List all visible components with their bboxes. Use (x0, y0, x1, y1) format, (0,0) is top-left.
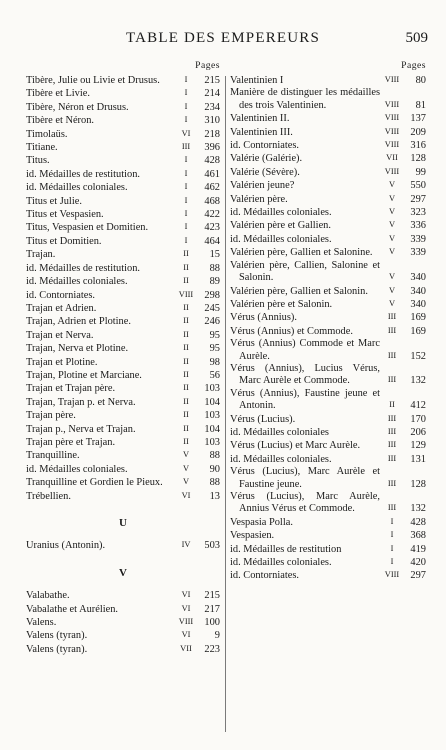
page-header (0, 30, 446, 50)
entry-volume: I (184, 155, 188, 165)
entry-name: Vérus (Annius). (230, 312, 297, 324)
entry-name: Trajan et Trajan père. (26, 383, 116, 395)
entry-volume: II (183, 329, 189, 339)
entry-volume: II (183, 262, 189, 272)
entry-volume: III (387, 350, 397, 360)
index-entry (26, 315, 220, 328)
index-entry (230, 206, 426, 219)
entry-volume: V (388, 285, 396, 295)
entry-name: Valens (tyran). (26, 630, 88, 642)
entry-page: 98 (209, 356, 220, 368)
entry-page: 298 (204, 289, 220, 301)
entry-name: id. Médailles coloniales. (230, 207, 332, 219)
entry-name: Trajan, Adrien et Plotine. (26, 316, 131, 328)
entry-volume: II (183, 410, 189, 420)
entry-list (230, 74, 426, 583)
entry-volume: III (387, 312, 397, 322)
entry-name: Trajan. (26, 249, 56, 261)
entry-volume: III (387, 426, 397, 436)
left-column (26, 60, 220, 656)
entry-name: id. Médailles coloniales. (230, 233, 332, 245)
index-entry (230, 453, 426, 466)
entry-volume: I (184, 209, 188, 219)
index-entry (26, 356, 220, 369)
index-entry (26, 114, 220, 127)
entry-volume: I (390, 530, 394, 540)
entry-page: 15 (209, 249, 220, 261)
entry-name: id. Contorniates. (230, 140, 299, 152)
entry-name: Titus. (26, 155, 50, 167)
entry-name: id. Médailles coloniales (230, 426, 329, 438)
entry-page: 90 (209, 463, 220, 475)
entry-volume: III (387, 503, 397, 513)
entry-page: 214 (204, 88, 220, 100)
entry-name: id. Médailles coloniales. (230, 557, 332, 569)
entry-volume: I (184, 115, 188, 125)
index-entry (230, 139, 426, 152)
entry-name: Valens. (26, 617, 57, 629)
index-entry (230, 298, 426, 311)
entry-name: Titus, Vespasien et Domitien. (26, 222, 149, 234)
entry-name: Vérus (Annius) Commode et Marc Aurèle. (230, 338, 380, 362)
entry-volume: I (184, 101, 188, 111)
entry-name: Uranius (Antonin). (26, 540, 106, 552)
entry-volume: VIII (384, 99, 400, 109)
entry-name: Vérus (Annius), Lucius Vérus, Marc Aurèle et Commode. (230, 362, 380, 387)
index-entry (230, 87, 426, 112)
entry-name: id. Médailles de restitution (230, 543, 342, 555)
entry-volume: I (184, 235, 188, 245)
entry-page: 462 (204, 182, 220, 194)
index-entry (26, 436, 220, 449)
entry-page: 137 (410, 113, 426, 125)
index-entry (26, 168, 220, 181)
entry-name: id. Contorniates. (26, 289, 95, 301)
entry-volume: II (183, 369, 189, 379)
entry-volume: VIII (178, 289, 194, 299)
entry-name: Trajan et Adrien. (26, 302, 97, 314)
entry-name: id. Médailles coloniales. (26, 463, 128, 475)
index-entry (26, 302, 220, 315)
entry-name: Vespasien. (230, 530, 275, 542)
entry-name: Valérie (Galérie). (230, 153, 303, 165)
section-heading: U (119, 517, 127, 529)
entry-name: Tranquilline. (26, 450, 80, 462)
entry-name: Trajan et Nerva. (26, 329, 94, 341)
entry-volume: V (388, 272, 396, 282)
index-entry (26, 643, 220, 656)
entry-page: 468 (204, 195, 220, 207)
entry-volume: II (183, 343, 189, 353)
entry-page: 428 (204, 155, 220, 167)
entry-volume: II (183, 276, 189, 286)
entry-name: Trajan père. (26, 410, 76, 422)
index-entry (230, 556, 426, 569)
entry-page: 420 (410, 557, 426, 569)
index-entry (26, 539, 220, 552)
entry-volume: VI (181, 630, 191, 640)
index-entry (230, 233, 426, 246)
pages-column-header (230, 60, 426, 74)
entry-page: 336 (410, 220, 426, 232)
entry-name: id. Médailles de restitution. (26, 262, 140, 274)
entry-name: id. Médailles coloniales. (26, 276, 128, 288)
index-entry (26, 589, 220, 602)
entry-page: 152 (410, 350, 426, 362)
entry-volume: II (183, 436, 189, 446)
entry-page: 209 (410, 126, 426, 138)
index-entry (230, 325, 426, 338)
entry-page: 464 (204, 235, 220, 247)
entry-volume: I (390, 543, 394, 553)
entry-volume: V (388, 233, 396, 243)
entry-volume: V (388, 298, 396, 308)
index-entry (230, 491, 426, 516)
index-entry (26, 101, 220, 114)
entry-volume: III (387, 413, 397, 423)
entry-name: Valérie (Sévère). (230, 166, 300, 178)
index-entry (230, 311, 426, 324)
index-entry (230, 466, 426, 491)
entry-name: Valens (tyran). (26, 643, 88, 655)
entry-name: Titus et Vespasien. (26, 209, 104, 221)
right-column (230, 60, 426, 583)
entry-list (26, 589, 220, 656)
index-entry (230, 569, 426, 582)
entry-name: Vérus (Lucius), Marc Aurèle, Annius Vérus et Commode. (230, 491, 380, 515)
index-entry (26, 396, 220, 409)
entry-volume: VIII (384, 570, 400, 580)
entry-list (26, 74, 220, 503)
index-entry (26, 208, 220, 221)
entry-name: Vespasia Polla. (230, 516, 293, 528)
index-entry (26, 329, 220, 342)
entry-name: Trajan et Plotine. (26, 356, 98, 368)
entry-volume: III (387, 478, 397, 488)
index-entry (26, 490, 220, 503)
entry-page: 297 (410, 193, 426, 205)
entry-page: 80 (415, 75, 426, 86)
entry-name: Valérien père. (230, 193, 288, 205)
entry-volume: VIII (384, 140, 400, 150)
entry-name: Tibère et Néron. (26, 115, 95, 127)
entry-page: 13 (209, 490, 220, 502)
entry-name: id. Contorniates. (230, 570, 299, 582)
entry-page: 422 (204, 209, 220, 221)
index-entry (230, 516, 426, 529)
index-entry (26, 235, 220, 248)
index-entry (26, 74, 220, 87)
entry-name: id. Médailles coloniales. (230, 453, 332, 465)
entry-name: Trajan, Plotine et Marciane. (26, 369, 142, 381)
entry-volume: VI (181, 603, 191, 613)
entry-name: Trajan père et Trajan. (26, 436, 116, 448)
entry-page: 428 (410, 516, 426, 528)
entry-name: Trajan, Nerva et Plotine. (26, 343, 129, 355)
entry-volume: V (182, 450, 190, 460)
entry-name: Titus et Julie. (26, 195, 82, 207)
index-entry (26, 248, 220, 261)
entry-volume: V (182, 477, 190, 487)
entry-volume: VI (181, 490, 191, 500)
entry-name: Manière de distinguer les médailles des trois Valentinien. (230, 87, 380, 111)
entry-page: 316 (410, 140, 426, 152)
entry-name: Tibère, Julie ou Livie et Drusus. (26, 75, 160, 86)
entry-volume: II (183, 396, 189, 406)
index-entry (230, 439, 426, 452)
entry-page: 218 (204, 128, 220, 140)
entry-name: Vérus (Annius) et Commode. (230, 325, 353, 337)
index-entry (230, 388, 426, 413)
index-entry (230, 285, 426, 298)
entry-name: Trajan, Trajan p. et Nerva. (26, 396, 136, 408)
entry-volume: I (184, 222, 188, 232)
entry-volume: I (184, 195, 188, 205)
entry-page: 131 (410, 453, 426, 465)
index-entry (26, 382, 220, 395)
entry-name: Vérus (Lucius). (230, 413, 296, 425)
entry-volume: II (183, 302, 189, 312)
index-entry (230, 529, 426, 542)
index-entry (26, 463, 220, 476)
index-entry (26, 616, 220, 629)
entry-page: 132 (410, 503, 426, 515)
entry-page: 223 (204, 643, 220, 655)
index-entry (230, 112, 426, 125)
index-entry (230, 543, 426, 556)
index-entry (26, 476, 220, 489)
index-entry (26, 423, 220, 436)
index-entry (230, 74, 426, 87)
entry-page: 245 (204, 302, 220, 314)
entry-page: 419 (410, 543, 426, 555)
index-entry (26, 629, 220, 642)
section-heading: V (119, 566, 127, 579)
entry-page: 310 (204, 115, 220, 127)
entry-page: 132 (410, 375, 426, 387)
entry-name: Valentinien I (230, 75, 284, 86)
entry-volume: III (387, 453, 397, 463)
entry-page: 95 (209, 343, 220, 355)
entry-volume: II (183, 356, 189, 366)
entry-page: 169 (410, 312, 426, 324)
entry-volume: I (184, 168, 188, 178)
entry-page: 81 (415, 99, 426, 111)
index-entry (26, 87, 220, 100)
column-divider (225, 76, 226, 732)
entry-volume: II (183, 383, 189, 393)
index-entry (230, 413, 426, 426)
entry-name: Valérien jeune? (230, 180, 295, 192)
index-entry (230, 179, 426, 192)
entry-page: 246 (204, 316, 220, 328)
entry-page: 95 (209, 329, 220, 341)
index-entry (230, 193, 426, 206)
entry-volume: VII (386, 153, 398, 163)
entry-page: 56 (209, 369, 220, 381)
entry-name: Tranquilline et Gordien le Pieux. (26, 477, 163, 489)
entry-volume: I (184, 75, 188, 84)
entry-page: 88 (209, 450, 220, 462)
entry-volume: II (183, 316, 189, 326)
index-entry (230, 152, 426, 165)
entry-page: 103 (204, 436, 220, 448)
entry-page: 323 (410, 207, 426, 219)
entry-name: Valentinien III. (230, 126, 293, 138)
entry-name: Vérus (Lucius) et Marc Aurèle. (230, 440, 361, 452)
entry-volume: VIII (384, 126, 400, 136)
entry-page: 170 (410, 413, 426, 425)
entry-name: id. Médailles coloniales. (26, 182, 128, 194)
entry-volume: V (388, 220, 396, 230)
entry-name: Valabathe. (26, 590, 70, 602)
entry-page: 215 (204, 75, 220, 86)
entry-name: Vérus (Annius), Faustine jeune et Antonin. (230, 387, 380, 412)
entry-volume: V (182, 463, 190, 473)
index-entry (26, 154, 220, 167)
entry-name: Titus et Domitien. (26, 235, 102, 247)
entry-page: 169 (410, 325, 426, 337)
index-entry (26, 342, 220, 355)
entry-volume: VIII (178, 617, 194, 627)
entry-name: Valérien père, Gallien et Salonin. (230, 285, 368, 297)
entry-page: 88 (209, 477, 220, 489)
index-entry (26, 141, 220, 154)
entry-volume: VI (181, 128, 191, 138)
index-entry (26, 409, 220, 422)
index-entry (26, 195, 220, 208)
entry-page: 234 (204, 101, 220, 113)
entry-page: 461 (204, 168, 220, 180)
index-entry (230, 338, 426, 363)
entry-page: 89 (209, 276, 220, 288)
index-blocks (26, 74, 220, 656)
index-entry (230, 426, 426, 439)
entry-name: Vérus (Lucius), Marc Aurèle et Faustine jeune. (230, 466, 380, 490)
entry-page: 9 (214, 630, 220, 642)
entry-page: 423 (204, 222, 220, 234)
page-title: TABLE DES EMPEREURS (125, 30, 321, 46)
entry-page: 99 (415, 166, 426, 178)
entry-volume: II (183, 249, 189, 259)
entry-volume: I (390, 516, 394, 526)
entry-page: 129 (410, 440, 426, 452)
entry-page: 339 (410, 233, 426, 245)
index-entry (230, 126, 426, 139)
pages-label: Pages (195, 60, 220, 71)
entry-volume: IV (181, 540, 191, 550)
entry-name: Valentinien II. (230, 113, 290, 125)
index-entry (26, 262, 220, 275)
entry-volume: III (387, 325, 397, 335)
entry-page: 297 (410, 570, 426, 582)
entry-page: 339 (410, 247, 426, 259)
index-entry (26, 181, 220, 194)
entry-volume: II (183, 423, 189, 433)
index-entry (26, 369, 220, 382)
entry-volume: I (184, 88, 188, 98)
entry-name: id. Médailles de restitution. (26, 168, 140, 180)
entry-page: 340 (410, 298, 426, 310)
entry-page: 396 (204, 142, 220, 154)
entry-volume: III (387, 440, 397, 450)
entry-volume: II (389, 400, 395, 410)
entry-page: 340 (410, 272, 426, 284)
entry-name: Titiane. (26, 142, 58, 154)
index-entry (26, 128, 220, 141)
index-entry (230, 260, 426, 285)
entry-name: Tibère et Livie. (26, 88, 90, 100)
entry-name: Timolaüs. (26, 128, 68, 140)
entry-page: 368 (410, 530, 426, 542)
entry-volume: V (388, 180, 396, 190)
entry-volume: III (181, 142, 191, 152)
pages-label: Pages (401, 60, 426, 71)
index-entry (26, 449, 220, 462)
entry-volume: I (184, 182, 188, 192)
index-entry (26, 275, 220, 288)
index-entry (26, 603, 220, 616)
entry-volume: V (388, 193, 396, 203)
index-entry (230, 246, 426, 259)
entry-page: 104 (204, 396, 220, 408)
entry-page: 88 (209, 262, 220, 274)
entry-page: 103 (204, 383, 220, 395)
entry-volume: VIII (384, 113, 400, 123)
entry-page: 103 (204, 410, 220, 422)
entry-page: 217 (204, 603, 220, 615)
entry-name: Valérien père, Callien, Salonine et Salonin. (230, 259, 380, 284)
entry-list (26, 539, 220, 552)
index-blocks (230, 74, 426, 583)
entry-volume: III (387, 375, 397, 385)
pages-column-header (26, 60, 220, 74)
entry-name: Trébellien. (26, 490, 71, 502)
entry-name: Tibère, Néron et Drusus. (26, 101, 129, 113)
entry-page: 128 (410, 478, 426, 490)
entry-page: 206 (410, 426, 426, 438)
entry-name: Trajan p., Nerva et Trajan. (26, 423, 136, 435)
entry-page: 100 (204, 617, 220, 629)
entry-name: Vabalathe et Aurélien. (26, 603, 119, 615)
entry-page: 550 (410, 180, 426, 192)
entry-volume: VIII (384, 166, 400, 176)
entry-volume: VIII (384, 75, 400, 84)
entry-volume: V (388, 207, 396, 217)
entry-volume: VII (180, 643, 192, 653)
index-entry (26, 289, 220, 302)
entry-page: 215 (204, 590, 220, 602)
index-entry (230, 363, 426, 388)
entry-page: 503 (204, 540, 220, 552)
page-number: 509 (405, 30, 428, 46)
entry-volume: V (388, 247, 396, 257)
entry-page: 128 (410, 153, 426, 165)
entry-name: Valérien père et Gallien. (230, 220, 331, 232)
entry-page: 412 (410, 400, 426, 412)
entry-volume: VI (181, 590, 191, 600)
entry-page: 340 (410, 285, 426, 297)
index-entry (230, 166, 426, 179)
entry-name: Valérien père et Salonin. (230, 298, 333, 310)
entry-volume: I (390, 557, 394, 567)
index-entry (230, 219, 426, 232)
entry-name: Valérien père, Gallien et Salonine. (230, 247, 373, 259)
entry-page: 104 (204, 423, 220, 435)
index-entry (26, 221, 220, 234)
